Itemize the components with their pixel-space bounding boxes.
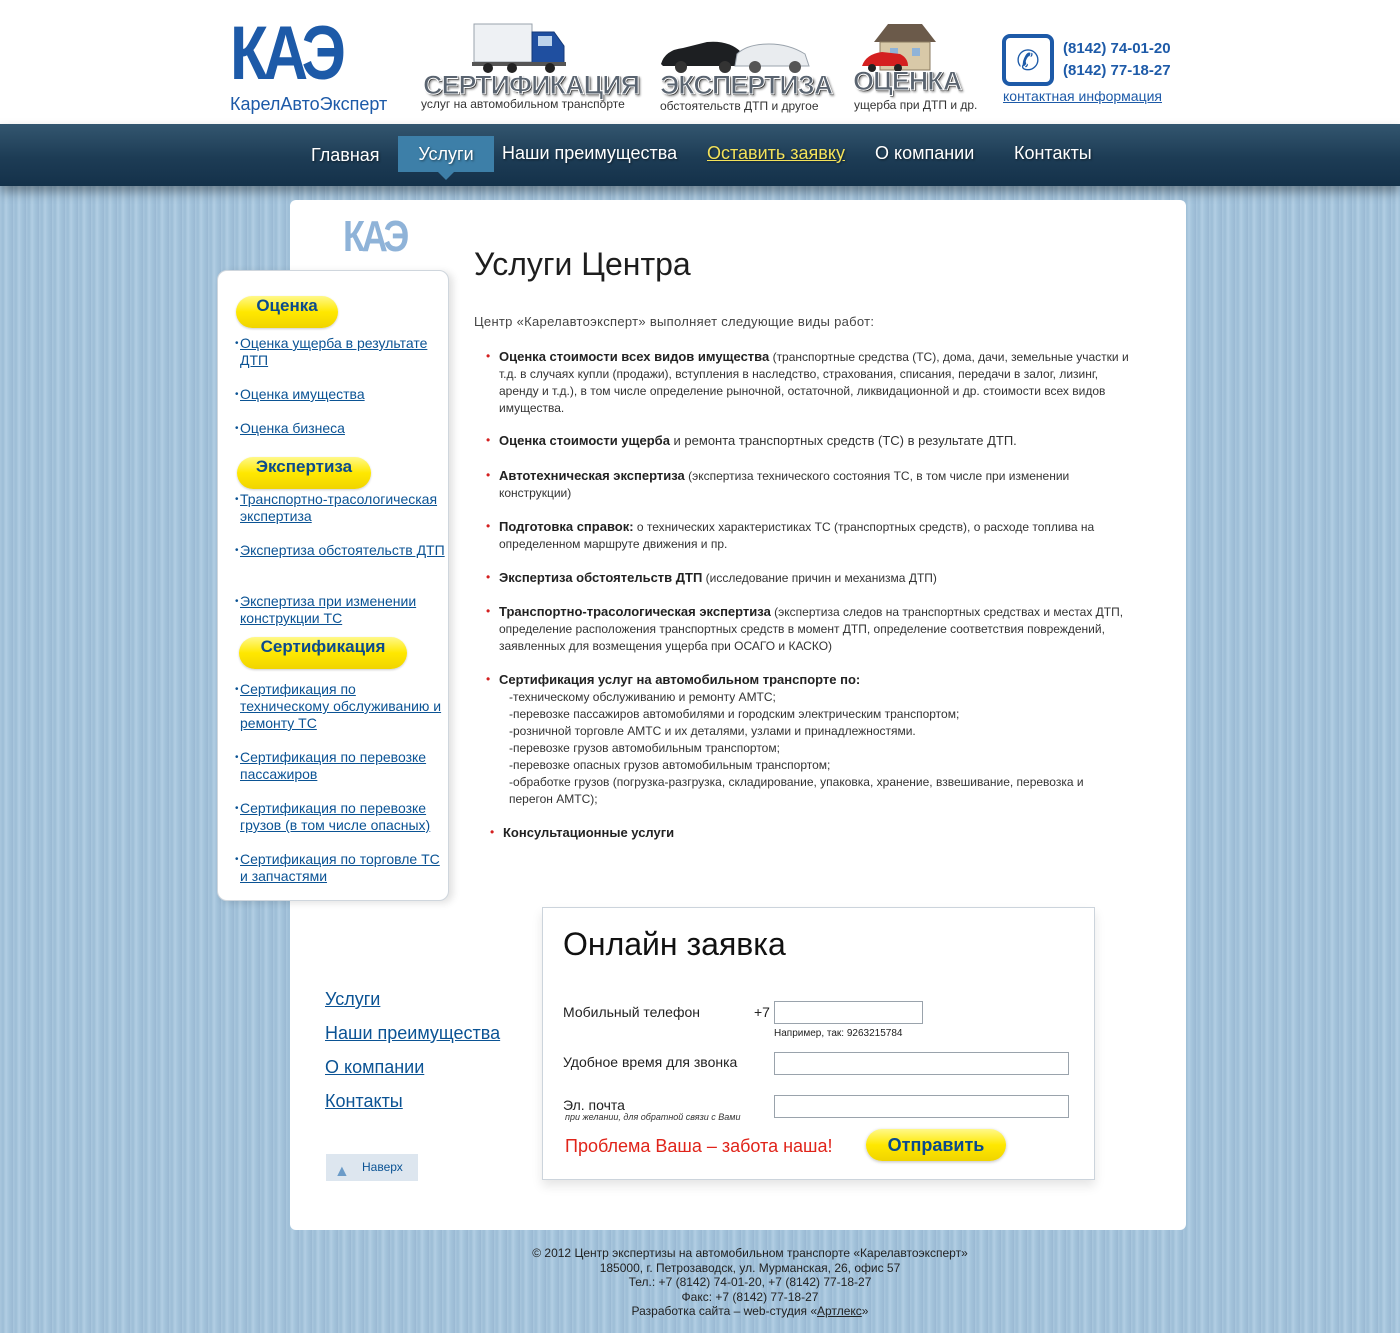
arrow-up-icon: ▲ bbox=[334, 1163, 350, 1180]
call-time-label: Удобное время для звонка bbox=[563, 1054, 738, 1070]
back-to-top-label: Наверх bbox=[362, 1160, 403, 1174]
email-input[interactable] bbox=[774, 1095, 1069, 1118]
phone-label: Мобильный телефон bbox=[563, 1004, 700, 1020]
header-expertise-banner[interactable] bbox=[655, 14, 833, 114]
cert-subitems bbox=[499, 689, 1099, 808]
header-certification-title: СЕРТИФИКАЦИЯ bbox=[423, 70, 640, 100]
cert-subitem: -розничной торговле АМТС и их деталями, узлами и принадлежностями. bbox=[509, 724, 916, 738]
sidebar-link-cert-cargo[interactable]: • Сертификация по перевозке грузов (в том числе опасных) bbox=[240, 800, 445, 834]
header-certification-banner[interactable] bbox=[420, 14, 640, 114]
email-label: Эл. почта bbox=[563, 1097, 625, 1113]
footer-developer: Разработка сайта – web-студия «Артлекс» bbox=[631, 1304, 869, 1318]
nav-about[interactable]: О компании bbox=[875, 143, 975, 163]
sidebar-link-cert-maintenance[interactable]: • Сертификация по техническому обслуживанию и ремонту ТС bbox=[240, 681, 445, 732]
service-item: • Транспортно-трасологическая экспертиза (экспертиза следов на транспортных средствах и местах ДТП, определение расположения транспортных средств в момент ДТП, определение соответствия повреждений, заявленных для возмещения ущерба при ОСАГО и КАСКО) bbox=[486, 604, 1124, 653]
slogan: Проблема Ваша – забота наша! bbox=[565, 1136, 833, 1156]
nav-leave-request[interactable]: Оставить заявку bbox=[707, 143, 845, 163]
contact-info-link[interactable]: контактная информация bbox=[1003, 88, 1162, 104]
sidebar-link-modification-expertise[interactable]: • Экспертиза при изменении конструкции ТС bbox=[240, 593, 445, 627]
small-logo: КАЭ bbox=[343, 212, 407, 261]
footer-address: 185000, г. Петрозаводск, ул. Мурманская, 26, офис 57 bbox=[599, 1260, 901, 1275]
service-item: • Подготовка справок: о технических характеристиках ТС (транспортных средств), о расходе топлива на определенном маршруте движения и пр. bbox=[486, 519, 1095, 551]
logo-text: КарелАвтоЭксперт bbox=[230, 94, 388, 114]
header-valuation-banner[interactable] bbox=[850, 14, 985, 114]
cert-subitem: -обработке грузов (погрузка-разгрузка, складирование, упаковка, хранение, взвешивание, перевозка и перегон АМТС); bbox=[509, 775, 1084, 806]
bullet-icon: • bbox=[486, 672, 491, 686]
service-item: • Консультационные услуги bbox=[490, 825, 675, 840]
cert-subitem: -техническому обслуживанию и ремонту АМТС; bbox=[509, 690, 776, 704]
header bbox=[0, 0, 1400, 124]
header-expertise-sub: обстоятельств ДТП и другое bbox=[660, 99, 819, 113]
phone-icon: ✆ bbox=[1002, 34, 1054, 86]
sidebar-heading-expertise[interactable]: Экспертиза bbox=[237, 457, 371, 489]
bullet-icon: • bbox=[486, 604, 491, 618]
bullet-icon: • bbox=[486, 468, 491, 482]
sidebar-heading-valuation[interactable]: Оценка bbox=[236, 296, 338, 328]
phone-prefix: +7 bbox=[754, 1004, 770, 1020]
nav-contacts[interactable]: Контакты bbox=[1014, 143, 1092, 163]
nav-advantages[interactable]: Наши преимущества bbox=[502, 143, 678, 163]
header-certification-sub: услуг на автомобильном транспорте bbox=[421, 97, 625, 111]
header-valuation-title: ОЦЕНКА bbox=[853, 66, 962, 96]
phone-1: (8142) 74-01-20 bbox=[1063, 40, 1171, 57]
bullet-icon: • bbox=[486, 349, 491, 363]
bullet-icon: • bbox=[486, 519, 491, 533]
service-item: • Экспертиза обстоятельств ДТП (исследование причин и механизма ДТП) bbox=[486, 570, 937, 585]
sidebar-link-cert-passengers[interactable]: • Сертификация по перевозке пассажиров bbox=[240, 749, 445, 783]
cert-subitem: -перевозке грузов автомобильным транспортом; bbox=[509, 741, 780, 755]
phone-numbers bbox=[1063, 38, 1171, 82]
footer-phones: Тел.: +7 (8142) 74-01-20, +7 (8142) 77-18-27 bbox=[628, 1275, 872, 1289]
phone-hint: Например, так: 9263215784 bbox=[774, 1028, 903, 1039]
phone-input[interactable] bbox=[774, 1001, 923, 1024]
footer-fax: Факс: +7 (8142) 77-18-27 bbox=[681, 1289, 819, 1304]
header-valuation-sub: ущерба при ДТП и др. bbox=[854, 98, 978, 112]
sidebar-link-property-valuation[interactable]: • Оценка имущества bbox=[240, 386, 445, 403]
service-item: • Оценка стоимости всех видов имущества (транспортные средства (ТС), дома, дачи, земельные участки и т.д. в случаях купли (продажи), вступления в наследство, страхования, списания, передачи в залог, лизинг, аренду и т.д.), в том числе определение рыночной, остаточной, ликвидационной и др. стоимости всех видов имущества. bbox=[486, 349, 1129, 415]
sidebar-link-business-valuation[interactable]: • Оценка бизнеса bbox=[240, 420, 445, 437]
form-title: Онлайн заявка bbox=[563, 926, 786, 962]
bottom-link-services[interactable]: Услуги bbox=[325, 989, 381, 1009]
service-item: • Автотехническая экспертиза (экспертиза технического состояния ТС, в том числе при изменении конструкции) bbox=[486, 468, 1070, 500]
main-nav bbox=[0, 124, 1400, 186]
bullet-icon: • bbox=[486, 433, 491, 447]
service-item: • Сертификация услуг на автомобильном транспорте по: -техническому обслуживанию и ремонту АМТС; -перевозке пассажиров автомобилями и городским электрическим транспортом; -розничной торговле АМТС и их деталями, узлами и принадлежностями. -перевозке грузов автомобильным транспортом; -перевозке опасных грузов автомобильным транспортом; -обработке грузов (погрузка-разгрузка, складирование, упаковка, хранение, взвешивание, перевозка и перегон АМТС); bbox=[499, 671, 1119, 808]
cert-subitem: -перевозке пассажиров автомобилями и городским электрическим транспортом; bbox=[509, 707, 960, 721]
footer bbox=[400, 1246, 1100, 1319]
truck-icon bbox=[472, 18, 568, 74]
developer-link[interactable]: Артлекс bbox=[817, 1304, 862, 1318]
header-contacts bbox=[1002, 34, 1192, 114]
nav-home[interactable]: Главная bbox=[311, 145, 380, 165]
submit-button[interactable]: Отправить bbox=[866, 1129, 1006, 1161]
sidebar-link-cert-trade[interactable]: • Сертификация по торговле ТС и запчастями bbox=[240, 851, 445, 885]
sidebar-link-accident-expertise[interactable]: • Экспертиза обстоятельств ДТП bbox=[240, 542, 445, 559]
logo-mark: КАЭ bbox=[230, 11, 342, 96]
page-title: Услуги Центра bbox=[474, 246, 691, 282]
bullet-icon: • bbox=[486, 570, 491, 584]
back-to-top-button[interactable] bbox=[326, 1154, 418, 1181]
phone-2: (8142) 77-18-27 bbox=[1063, 62, 1171, 79]
sidebar-link-traceology-expertise[interactable]: • Транспортно-трасологическая экспертиза bbox=[240, 491, 445, 525]
bullet-icon: • bbox=[490, 825, 495, 839]
footer-copyright: © 2012 Центр экспертизы на автомобильном транспорте «Карелавтоэксперт» bbox=[532, 1246, 968, 1260]
service-item: • Оценка стоимости ущерба и ремонта транспортных средств (ТС) в результате ДТП. bbox=[486, 433, 1017, 448]
email-hint: при желании, для обратной связи с Вами bbox=[565, 1112, 741, 1122]
bottom-link-contacts[interactable]: Контакты bbox=[325, 1091, 403, 1111]
sidebar-link-damage-valuation[interactable]: • Оценка ущерба в результате ДТП bbox=[240, 335, 445, 369]
services-intro: Центр «Карелавтоэксперт» выполняет следующие виды работ: bbox=[474, 314, 875, 329]
nav-services[interactable]: Услуги bbox=[398, 136, 494, 172]
online-request-form bbox=[542, 907, 1095, 1180]
call-time-input[interactable] bbox=[774, 1052, 1069, 1075]
bottom-link-advantages[interactable]: Наши преимущества bbox=[325, 1023, 501, 1043]
bottom-link-about[interactable]: О компании bbox=[325, 1057, 425, 1077]
cert-subitem: -перевозке опасных грузов автомобильным транспортом; bbox=[509, 758, 831, 772]
header-expertise-title: ЭКСПЕРТИЗА bbox=[660, 70, 833, 100]
site-logo[interactable] bbox=[230, 12, 400, 117]
sidebar-heading-certification[interactable]: Сертификация bbox=[239, 637, 407, 669]
